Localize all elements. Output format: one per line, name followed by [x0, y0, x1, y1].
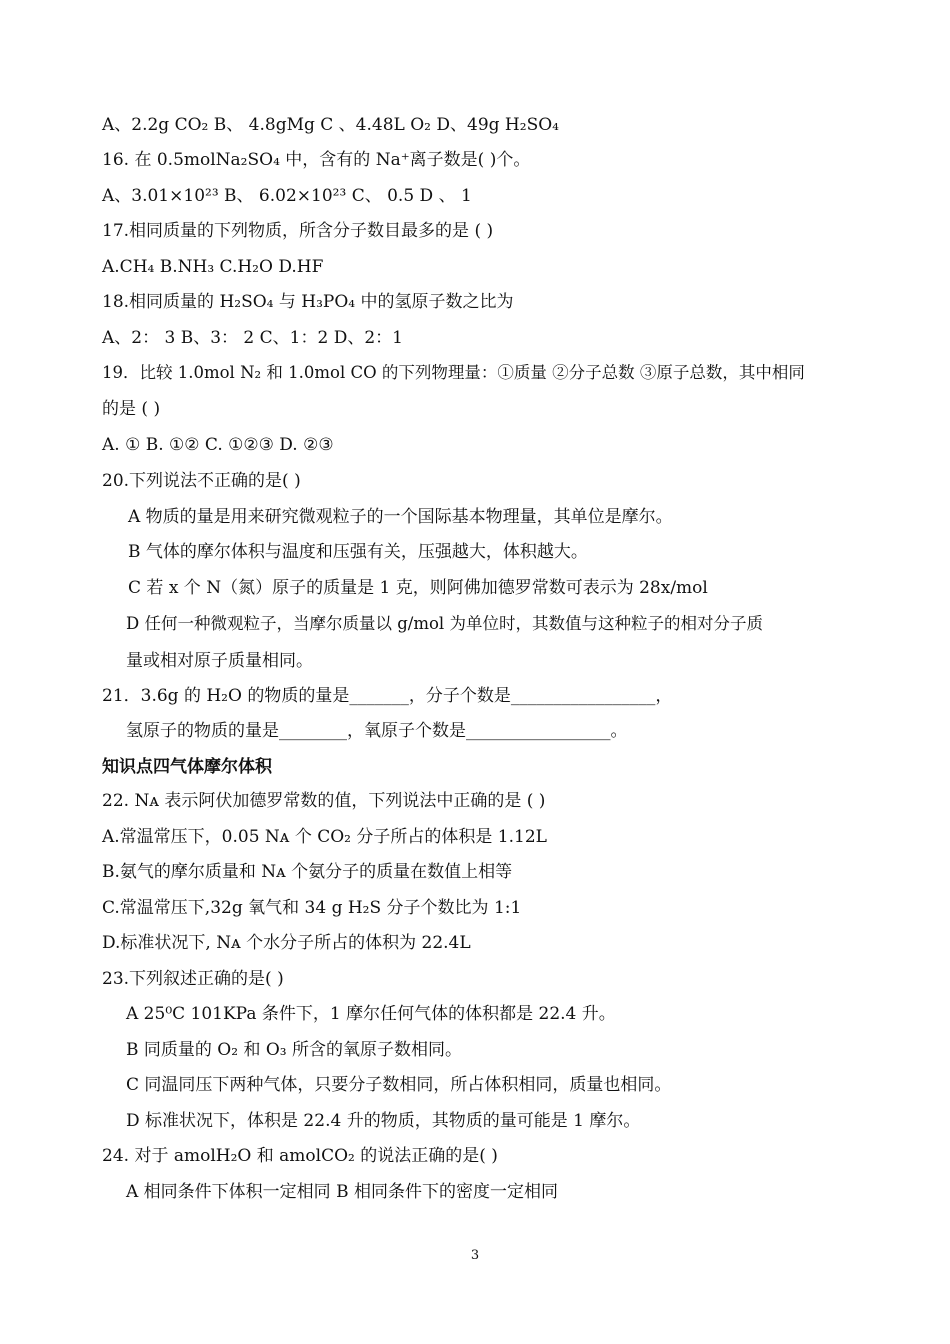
text-line: A 物质的量是用来研究微观粒子的一个国际基本物理量，其单位是摩尔。 — [128, 507, 673, 527]
text-line: A 相同条件下体积一定相同 B 相同条件下的密度一定相同 — [126, 1182, 558, 1202]
text-line: 16. 在 0.5molNa₂SO₄ 中，含有的 Na⁺离子数是( )个。 — [102, 150, 531, 170]
text-line: 22. Nᴀ 表示阿伏加德罗常数的值，下列说法中正确的是 ( ) — [102, 791, 546, 811]
text-line: A. ① B. ①② C. ①②③ D. ②③ — [102, 435, 334, 455]
text-line: C 若 x 个 N（氮）原子的质量是 1 克，则阿佛加德罗常数可表示为 28x/mol — [128, 578, 708, 598]
text-line: A.常温常压下，0.05 Nᴀ 个 CO₂ 分子所占的体积是 1.12L — [102, 827, 547, 847]
text-line: B 同质量的 O₂ 和 O₃ 所含的氧原子数相同。 — [126, 1040, 463, 1060]
text-line: 20.下列说法不正确的是( ) — [102, 471, 301, 491]
text-line: D 任何一种微观粒子，当摩尔质量以 g/mol 为单位时，其数值与这种粒子的相对分子质 — [126, 614, 763, 633]
text-line: 21．3.6g 的 H₂O 的物质的量是_______，分子个数是_________________， — [102, 686, 673, 706]
text-line: C.常温常压下,32g 氧气和 34 g H₂S 分子个数比为 1:1 — [102, 898, 522, 918]
text-line: D 标准状况下，体积是 22.4 升的物质，其物质的量可能是 1 摩尔。 — [126, 1111, 641, 1131]
text-line: A、2.2g CO₂ B、 4.8gMg C 、4.48L O₂ D、49g H₂SO₄ — [102, 115, 559, 135]
page-number: 3 — [470, 1248, 480, 1263]
text-line: B 气体的摩尔体积与温度和压强有关，压强越大，体积越大。 — [128, 542, 588, 562]
text-line: 18.相同质量的 H₂SO₄ 与 H₃PO₄ 中的氢原子数之比为 — [102, 292, 514, 312]
text-line: 17.相同质量的下列物质，所含分子数目最多的是 ( ) — [102, 221, 494, 241]
section-heading: 知识点四气体摩尔体积 — [102, 757, 272, 777]
text-line: C 同温同压下两种气体，只要分子数相同，所占体积相同，质量也相同。 — [126, 1075, 672, 1095]
text-line: D.标准状况下, Nᴀ 个水分子所占的体积为 22.4L — [102, 933, 471, 953]
text-line: A 25⁰C 101KPa 条件下，1 摩尔任何气体的体积都是 22.4 升。 — [126, 1004, 616, 1024]
text-line: 19．比较 1.0mol N₂ 和 1.0mol CO 的下列物理量：①质量 ②分子总数 ③原子总数，其中相同 — [102, 363, 805, 382]
text-line: 量或相对原子质量相同。 — [126, 651, 313, 671]
text-line: 23.下列叙述正确的是( ) — [102, 969, 284, 989]
text-line: 的是 ( ) — [102, 399, 161, 419]
text-line: A、2： 3 B、3： 2 C、1：2 D、2：1 — [102, 328, 403, 348]
text-line: 24. 对于 amolH₂O 和 amolCO₂ 的说法正确的是( ) — [102, 1146, 498, 1166]
text-line: A.CH₄ B.NH₃ C.H₂O D.HF — [102, 257, 324, 277]
text-line: 氢原子的物质的量是________，氧原子个数是_________________。 — [126, 721, 628, 741]
text-line: B.氨气的摩尔质量和 Nᴀ 个氨分子的质量在数值上相等 — [102, 862, 513, 882]
text-line: A、3.01×10²³ B、 6.02×10²³ C、 0.5 D 、 1 — [102, 186, 472, 206]
